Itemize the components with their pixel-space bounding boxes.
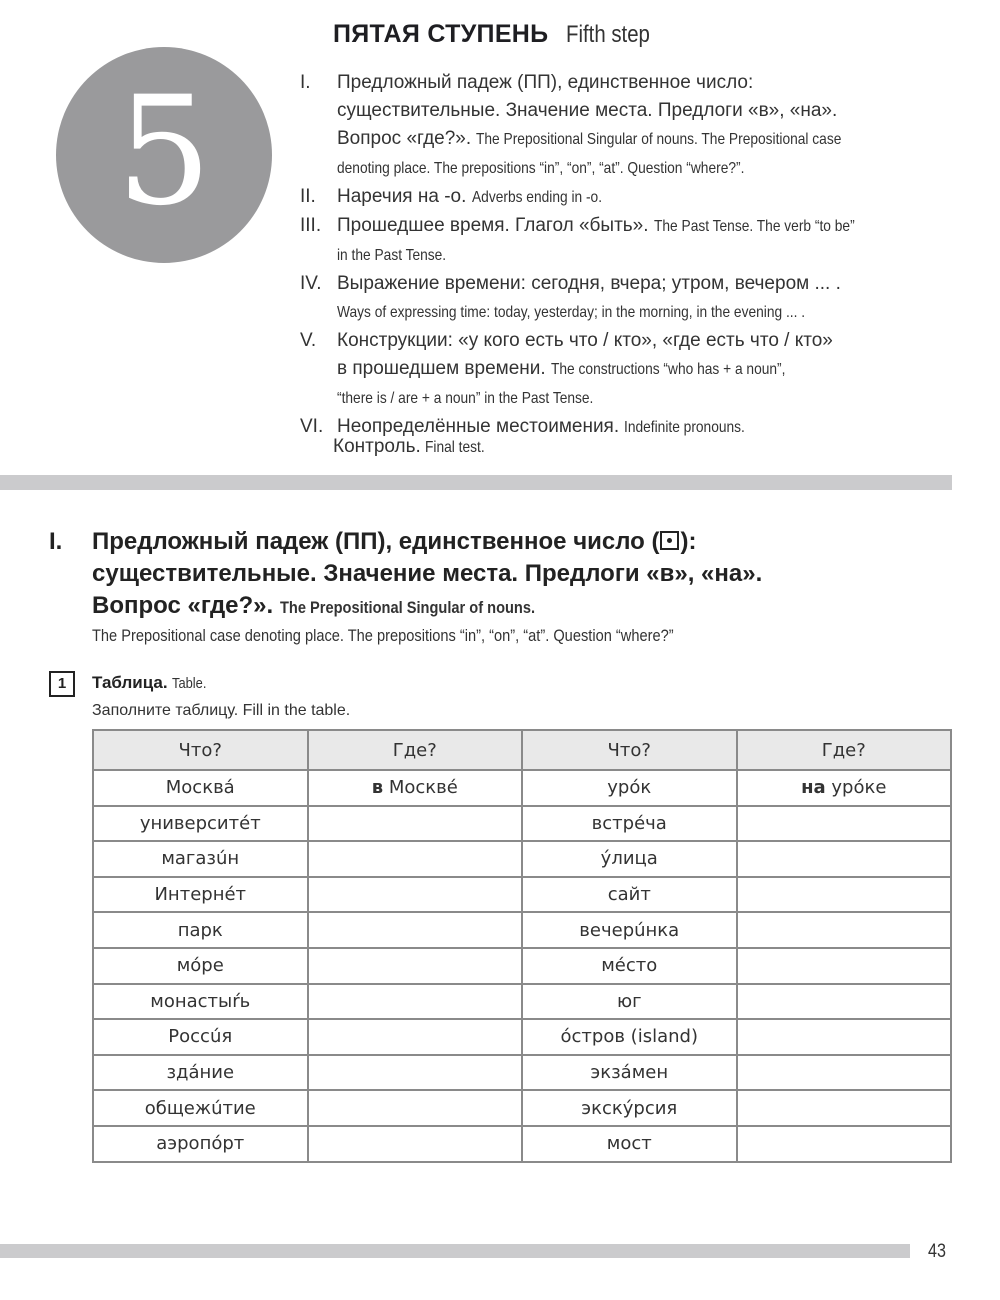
header-where-2: Где? xyxy=(737,730,952,770)
contents-item xyxy=(300,327,990,413)
cell-what-1: Москвá xyxy=(93,770,308,806)
contents-item-number: I. xyxy=(300,72,311,93)
contents-line xyxy=(337,97,990,125)
contents-item-number: II. xyxy=(300,186,316,207)
cell-where-2[interactable] xyxy=(737,1126,952,1162)
cell-what-1: Интернéт xyxy=(93,877,308,913)
header-where-1: Где? xyxy=(308,730,523,770)
contents-item-number: IV. xyxy=(300,273,322,294)
contents-item xyxy=(300,212,990,270)
cell-where-2[interactable] xyxy=(737,806,952,842)
cell-where-2[interactable] xyxy=(737,841,952,877)
cell-where-1[interactable] xyxy=(308,1055,523,1091)
contents-line-en: Adverbs ending in -o. xyxy=(471,189,602,206)
table-row xyxy=(93,841,951,877)
cell-what-2: экзáмен xyxy=(522,1055,737,1091)
cell-what-1: аэропóрт xyxy=(93,1126,308,1162)
contents-line-en: denoting place. The prepositions “in”, “on”, “at”. Question “where?”. xyxy=(337,160,745,177)
control-ru: Контроль. xyxy=(333,436,421,457)
contents-item xyxy=(300,183,990,212)
cell-where-1[interactable] xyxy=(308,1090,523,1126)
contents-line xyxy=(337,241,990,270)
cell-what-2: встрéча xyxy=(522,806,737,842)
section-description-en: The Prepositional case denoting place. The prepositions “in”, “on”, “at”. Question “where?” xyxy=(92,626,674,645)
section-title-line-3 xyxy=(92,590,949,624)
chapter-contents xyxy=(300,69,990,442)
contents-line-ru: существительные. Значение места. Предлоги «в», «на». xyxy=(337,100,838,121)
contents-line xyxy=(337,183,990,212)
chapter-number-badge xyxy=(56,47,272,263)
section-question: Вопрос «где?». xyxy=(92,592,274,619)
contents-line-ru: Конструкции: «у кого есть что / кто», «где есть что / кто» xyxy=(337,330,833,351)
cell-what-1: парк xyxy=(93,912,308,948)
cell-where-1[interactable] xyxy=(308,1126,523,1162)
cell-where-2[interactable] xyxy=(737,877,952,913)
section-number: I. xyxy=(49,528,63,555)
exercise-number: 1 xyxy=(49,671,75,697)
cell-where-1[interactable] xyxy=(308,877,523,913)
divider-bar xyxy=(0,475,952,490)
contents-line-en: Indefinite pronouns. xyxy=(624,419,746,436)
cell-what-2: ýлица xyxy=(522,841,737,877)
contents-line xyxy=(337,125,990,154)
contents-item-number: V. xyxy=(300,330,317,351)
cell-what-2: сайт xyxy=(522,877,737,913)
answer-word: Москвé xyxy=(388,777,458,799)
contents-line-en: Ways of expressing time: today, yesterday; in the morning, in the evening ... . xyxy=(337,304,806,321)
cell-where-1[interactable] xyxy=(308,841,523,877)
contents-line-ru: Предложный падеж (ПП), единственное число: xyxy=(337,72,754,93)
cell-what-2: урóк xyxy=(522,770,737,806)
contents-line xyxy=(337,212,990,241)
chapter-title xyxy=(333,20,665,49)
cell-what-1: Россúя xyxy=(93,1019,308,1055)
control-line xyxy=(333,433,495,461)
table-row xyxy=(93,1090,951,1126)
section-title-line-2: существительные. Значение места. Предлоги «в», «на». xyxy=(92,560,763,587)
header-what-1: Что? xyxy=(93,730,308,770)
table-row xyxy=(93,1055,951,1091)
cell-where-2[interactable] xyxy=(737,948,952,984)
contents-line-ru: Наречия на -о. xyxy=(337,186,467,207)
preposition: в xyxy=(371,777,384,799)
header-what-2: Что? xyxy=(522,730,737,770)
footer-bar xyxy=(0,1244,910,1258)
table-row xyxy=(93,912,951,948)
section-heading xyxy=(49,526,949,649)
contents-item-number: VI. xyxy=(300,416,324,437)
contents-line-en: The Prepositional Singular of nouns. The Prepositional case xyxy=(476,131,842,148)
preposition: на xyxy=(801,777,826,799)
section-title-text-end: ): xyxy=(680,528,697,555)
table-row xyxy=(93,1126,951,1162)
cell-where-2[interactable] xyxy=(737,1019,952,1055)
cell-where-2[interactable] xyxy=(737,912,952,948)
contents-line-ru: Выражение времени: сегодня, вчера; утром, вечером ... . xyxy=(337,273,841,294)
table-row xyxy=(93,1019,951,1055)
cell-where-1[interactable] xyxy=(308,948,523,984)
contents-line-en: “there is / are + a noun” in the Past Tense. xyxy=(337,390,594,407)
contents-line-ru: в прошедшем времени. xyxy=(337,358,546,379)
chapter-number: 5 xyxy=(116,65,212,239)
cell-what-1: университéт xyxy=(93,806,308,842)
chapter-title-en: Fifth step xyxy=(566,21,651,48)
contents-line xyxy=(337,384,990,413)
contents-line xyxy=(337,355,990,384)
cell-what-1: здáние xyxy=(93,1055,308,1091)
answer-word: урóке xyxy=(831,777,887,799)
cell-what-1: мóре xyxy=(93,948,308,984)
cell-where-1[interactable] xyxy=(308,806,523,842)
contents-line-en: The Past Tense. The verb “to be” xyxy=(653,218,855,235)
contents-line-en: in the Past Tense. xyxy=(337,247,447,264)
contents-item xyxy=(300,270,990,327)
cell-where-1 xyxy=(308,770,523,806)
contents-line xyxy=(337,69,990,97)
cell-where-1[interactable] xyxy=(308,912,523,948)
cell-what-2: юг xyxy=(522,984,737,1020)
cell-what-2: вечерúнка xyxy=(522,912,737,948)
exercise-title-ru: Таблица. xyxy=(92,673,168,692)
table-row xyxy=(93,770,951,806)
cell-what-2: экскýрсия xyxy=(522,1090,737,1126)
section-title-text: Предложный падеж (ПП), единственное число ( xyxy=(92,528,660,555)
cell-what-2: мéсто xyxy=(522,948,737,984)
table-row xyxy=(93,984,951,1020)
contents-line-en: The constructions “who has + a noun”, xyxy=(550,361,786,378)
control-en: Final test. xyxy=(425,439,485,456)
table-header-row xyxy=(93,730,951,770)
cell-what-1: магазúн xyxy=(93,841,308,877)
contents-line xyxy=(337,270,990,298)
fill-in-table xyxy=(92,729,952,1163)
cell-what-1: общежúтие xyxy=(93,1090,308,1126)
contents-line xyxy=(337,154,990,183)
cell-where-2 xyxy=(737,770,952,806)
cell-where-1[interactable] xyxy=(308,1019,523,1055)
page-number: 43 xyxy=(928,1241,946,1262)
contents-line-ru: Неопределённые местоимения. xyxy=(337,416,620,437)
cell-where-2[interactable] xyxy=(737,1090,952,1126)
singular-symbol-icon xyxy=(660,531,679,550)
cell-what-2: óстров (island) xyxy=(522,1019,737,1055)
cell-where-2[interactable] xyxy=(737,1055,952,1091)
chapter-title-ru: ПЯТАЯ СТУПЕНЬ xyxy=(333,20,549,48)
section-title-line-1 xyxy=(92,526,949,558)
section-subtitle-en: The Prepositional Singular of nouns. xyxy=(279,598,535,617)
table-row xyxy=(93,806,951,842)
contents-line xyxy=(337,327,990,355)
cell-where-2[interactable] xyxy=(737,984,952,1020)
contents-item xyxy=(300,69,990,183)
table-row xyxy=(93,948,951,984)
exercise-title-en: Table. xyxy=(172,675,207,692)
table-row xyxy=(93,877,951,913)
contents-line-ru: Вопрос «где?». xyxy=(337,128,472,149)
cell-what-2: мост xyxy=(522,1126,737,1162)
contents-line-ru: Прошедшее время. Глагол «быть». xyxy=(337,215,649,236)
exercise-title xyxy=(92,673,212,693)
exercise-instruction: Заполните таблицу. Fill in the table. xyxy=(92,702,351,719)
cell-where-1[interactable] xyxy=(308,984,523,1020)
contents-item-number: III. xyxy=(300,215,322,236)
contents-line xyxy=(337,298,990,327)
cell-what-1: монастыŕь xyxy=(93,984,308,1020)
